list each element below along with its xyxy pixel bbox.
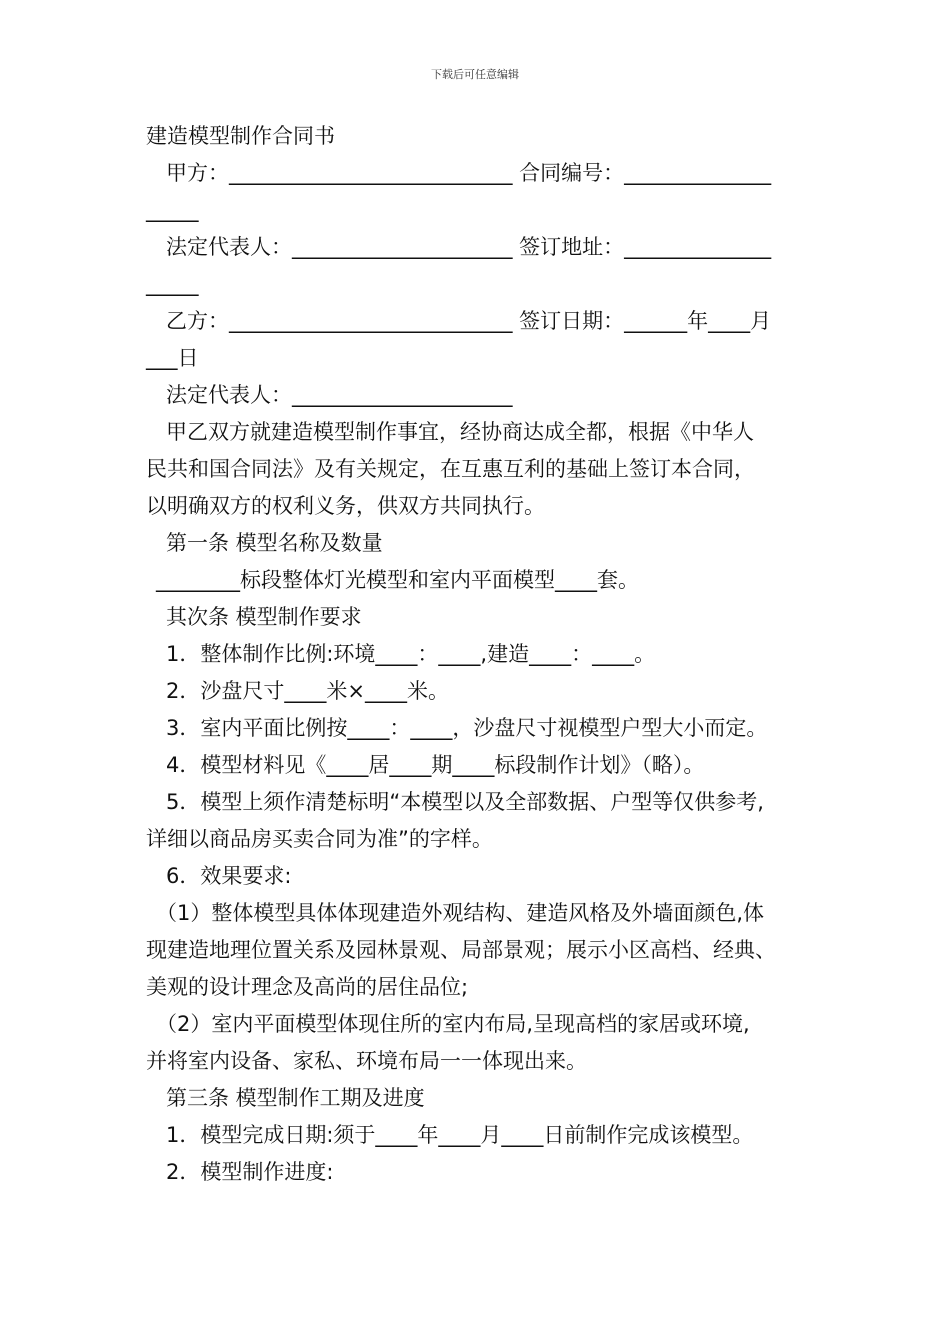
sign-date-continuation: ___日 <box>146 346 199 370</box>
article-1-body: ________标段整体灯光模型和室内平面模型____套。 <box>156 568 639 592</box>
page-header: 下载后可任意编辑 <box>431 68 519 81</box>
effect-requirement-1: 美观的设计理念及高尚的居住品位; <box>146 975 469 999</box>
effect-requirement-1: （1）整体模型具体体现建造外观结构、建造风格及外墙面颜色,体 <box>156 901 765 925</box>
article-2-item-4: 4．模型材料见《____居____期____标段制作计划》（略）。 <box>166 753 705 777</box>
article-2-item-6: 6．效果要求: <box>166 864 292 888</box>
document-title: 建造模型制作合同书 <box>146 124 335 148</box>
contract-number-continuation: _____ <box>146 198 199 222</box>
article-3-item-1: 1．模型完成日期:须于____年____月____日前制作完成该模型。 <box>166 1123 754 1147</box>
article-2-item-5: 5．模型上须作清楚标明“本模型以及全部数据、户型等仅供参考, <box>166 790 764 814</box>
party-b-line: 乙方：___________________________ 签订日期：______年____月 <box>166 309 772 333</box>
article-3-item-2: 2．模型制作进度: <box>166 1160 334 1184</box>
preamble-paragraph: 民共和国合同法》及有关规定，在互惠互利的基础上签订本合同， <box>146 457 755 481</box>
contract-body <box>146 118 826 1191</box>
article-2-item-2: 2．沙盘尺寸____米×____米。 <box>166 679 449 703</box>
article-2-item-5: 详细以商品房买卖合同为准”的字样。 <box>146 827 493 851</box>
preamble-paragraph: 甲乙双方就建造模型制作事宜，经协商达成全都，根据《中华人 <box>166 420 754 444</box>
effect-requirement-2: 并将室内设备、家私、环境布局一一体现出来。 <box>146 1049 587 1073</box>
article-2-heading: 其次条 模型制作要求 <box>166 605 362 629</box>
legal-rep-a-line: 法定代表人：_____________________ 签订地址：______________ <box>166 235 772 259</box>
effect-requirement-1: 现建造地理位置关系及园林景观、局部景观；展示小区高档、经典、 <box>146 938 776 962</box>
party-a-line: 甲方：___________________________ 合同编号：______________ <box>166 161 772 185</box>
effect-requirement-2: （2）室内平面模型体现住所的室内布局,呈现高档的家居或环境, <box>156 1012 750 1036</box>
article-2-item-1: 1．整体制作比例:环境____：____,建造____：____。 <box>166 642 656 666</box>
legal-rep-b-line: 法定代表人：_____________________ <box>166 383 513 407</box>
article-2-item-3: 3．室内平面比例按____：____，沙盘尺寸视模型户型大小而定。 <box>166 716 768 740</box>
preamble-paragraph: 以明确双方的权利义务，供双方共同执行。 <box>146 494 545 518</box>
article-3-heading: 第三条 模型制作工期及进度 <box>166 1086 425 1110</box>
sign-address-continuation: _____ <box>146 272 199 296</box>
article-1-heading: 第一条 模型名称及数量 <box>166 531 383 555</box>
